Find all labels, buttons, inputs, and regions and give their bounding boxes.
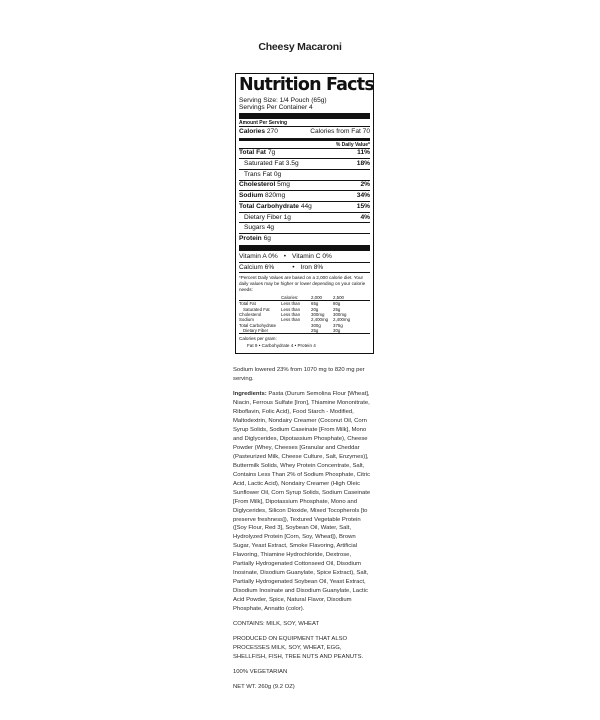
dv-cell: Less than: [281, 301, 301, 307]
dv-cell: 65g: [311, 301, 319, 307]
nutrient-amount: 7g: [267, 149, 276, 157]
nutrition-facts-panel: [235, 73, 374, 354]
nutrient-label: [244, 224, 274, 232]
dv-table-row: [239, 328, 370, 334]
nutrient-label: [244, 171, 281, 179]
dv-cell: 25g: [333, 306, 341, 312]
nutrient-row-cholesterol: [239, 180, 370, 190]
nutrient-row-trans-fat: [239, 170, 370, 180]
nutrient-name: Cholesterol: [239, 181, 276, 189]
nutrient-name: Total Fat: [239, 149, 266, 157]
nutrient-dv: 34%: [356, 192, 370, 200]
ingredients-text: Pasta (Durum Semolina Flour [Wheat], Niacin, Ferrous Sulfate [Iron], Thiamine Mononitrate, Riboflavin, Folic Acid), Food Starch - Modified, Maltodextrin, Nondairy Creamer (Coconut Oil, Corn Syrup Solids, Sodium Caseinate [From Milk], Mono and Diglycerides, Dipotassium Phosphate), Cheese Powder (Whey, Cheeses [Granular and Cheddar (Pasteurized Milk, Cheese Culture, Salt, Enzymes)], Buttermilk Solids, Whey Protein Concentrate, Salt, Contains Less Than 2% of Sodium Phosphate, Citric Acid, Lactic Acid), Nondairy Creamer (High Oleic Sunflower Oil, Corn Syrup Solids, Sodium Caseinate [From Milk], Dipotassium Phosphate, Mono and Diglycerides, Silicon Dioxide, Mixed Tocopherols [to preserve freshness]), Textured Vegetable Protein ([Soy Flour, Red 3], Soybean Oil, Water, Salt, Hydrolyzed Protein [Corn, Soy, Wheat]), Brown Sugar, Yeast Extract, Smoke Flavoring, Artificial Flavoring, Thiamine Hydrochloride, Dextrose, Partially Hydrogenated Cottonseed Oil, Disodium Inosinate, Disodium Guanylate, Spice Extract), Salt, Partially Hydrogenated Soybean Oil, Yeast Extract, Disodium Inosinate and Disodium Guanylate, Lactic Acid Powder, Spice, Natural Flavor, Disodium Phosphate, Annatto (color).: [233, 390, 371, 613]
dv-cell: 2,400mg: [311, 317, 329, 323]
nutrient-label: [239, 192, 285, 200]
vitamin-left: Vitamin A 0%: [239, 252, 278, 260]
nutrient-label: [244, 214, 291, 222]
nutrient-amount: 820mg: [265, 192, 286, 200]
nutrient-row-protein: [239, 234, 370, 244]
nutrient-name: Protein: [239, 234, 262, 242]
nutrient-row-saturated-fat: [239, 159, 370, 169]
amount-per-serving: Amount Per Serving: [239, 120, 288, 127]
vitamin-left: Calcium 6%: [239, 263, 275, 271]
sodium-note: Sodium lowered 23% from 1070 mg to 820 mg per serving.: [233, 367, 365, 382]
allergen-equipment: PRODUCED ON EQUIPMENT THAT ALSO PROCESSES MILK, SOY, WHEAT, EGG, SHELLFISH, FISH, TREE NUTS AND PEANUTS.: [233, 636, 364, 661]
daily-value-header-text: % Daily Value*: [335, 141, 370, 148]
dv-cell: Sodium: [239, 317, 254, 323]
dv-cell: 2,000: [311, 295, 333, 301]
dv-cell: 300mg: [311, 312, 325, 317]
dv-cell: 300g: [311, 322, 321, 328]
dv-cell: 80g: [333, 301, 341, 307]
ingredients-label: Ingredients:: [233, 390, 267, 397]
vitamin-row: [239, 252, 370, 262]
nutrient-name: Sodium: [239, 192, 264, 200]
calories-label: Calories: [239, 128, 266, 136]
divider-thick: [239, 113, 370, 119]
ingredients-paragraph: [233, 390, 373, 614]
nutrient-amount: 4g: [266, 224, 275, 232]
nutrient-row-dietary-fiber: [239, 213, 370, 223]
nutrient-amount: 3.5g: [285, 160, 299, 168]
calories-from-fat: Calories from Fat 70: [310, 128, 370, 136]
nutrient-amount: 6g: [263, 234, 271, 242]
nutrient-label: [239, 235, 271, 243]
dv-cell: 20g: [311, 306, 319, 312]
nutrient-amount: 5mg: [277, 181, 290, 189]
calories-cell: [239, 128, 278, 136]
dv-cell: 2,500: [333, 295, 370, 301]
dv-cell: Total Fat: [239, 301, 256, 307]
nutrient-name: Saturated Fat: [244, 160, 284, 168]
dv-cell: 25g: [311, 328, 333, 334]
calories-per-gram-label: Calories per gram:: [239, 336, 277, 342]
bullet-icon: •: [292, 263, 295, 271]
dv-cell: Saturated Fat: [243, 306, 270, 312]
calories-value: 270: [266, 128, 278, 136]
calories-per-gram-values: Fat 9 • Carbohydrate 4 • Protein 4: [247, 342, 316, 348]
divider-medium: [239, 138, 370, 141]
nutrient-dv: 4%: [360, 213, 370, 221]
dv-cell: 30g: [333, 328, 370, 334]
vitamin-right: Vitamin C 0%: [292, 252, 332, 260]
nutrient-dv: 18%: [356, 160, 370, 168]
nutrient-name: Dietary Fiber: [244, 213, 282, 221]
servings-per-container: Servings Per Container 4: [239, 104, 313, 112]
calories-per-gram: [239, 334, 370, 349]
nutrition-facts-heading: Nutrition Facts: [239, 75, 374, 95]
nutrient-amount: 1g: [283, 213, 291, 221]
nutrient-name: Trans Fat: [244, 170, 272, 178]
dv-cell: Less than: [281, 317, 301, 323]
dv-cell: 2,400mg: [333, 317, 351, 323]
divider-thick: [239, 245, 370, 251]
dv-cell: 300mg: [333, 312, 347, 317]
nutrient-name: Total Carbohydrate: [239, 202, 299, 210]
product-title: Cheesy Macaroni: [258, 41, 342, 53]
dv-cell: Dietary Fiber: [239, 328, 281, 334]
nutrient-dv: 2%: [360, 181, 370, 189]
nutrient-row-sodium: [239, 191, 370, 201]
dv-cell: Less than: [281, 306, 301, 312]
calories-row: [239, 127, 370, 137]
nutrient-row-total-fat: [239, 148, 370, 158]
nutrient-row-sugars: [239, 223, 370, 233]
bullet-icon: •: [283, 252, 287, 260]
net-weight: NET WT. 260g (9.2 OZ): [233, 684, 295, 690]
dv-cell: Total Carbohydrate: [239, 322, 277, 328]
allergen-contains: CONTAINS: MILK, SOY, WHEAT: [233, 621, 320, 628]
dv-cell: Cholesterol: [239, 312, 262, 317]
dv-cell: [281, 328, 311, 334]
nutrient-row-total-carbohydrate: [239, 202, 370, 212]
product-info: [233, 366, 373, 698]
nutrient-label: [239, 203, 312, 211]
serving-size: Serving Size: 1/4 Pouch (65g): [239, 96, 327, 104]
nutrient-dv: 11%: [357, 149, 370, 157]
dv-cell: Less than: [281, 312, 301, 317]
vitamin-row: [239, 263, 370, 273]
daily-value-table: [239, 295, 370, 334]
vegetarian-note: 100% VEGETARIAN: [233, 669, 288, 676]
daily-value-footnote: *Percent Daily Values are based on a 2,000 calorie diet. Your daily values may be higher or lower depending on your calorie needs:: [239, 275, 366, 293]
nutrient-amount: 0g: [273, 170, 282, 178]
nutrient-label: [244, 160, 299, 168]
nutrient-name: Sugars: [244, 224, 265, 232]
nutrient-dv: 15%: [356, 202, 370, 210]
nutrient-amount: 44g: [300, 202, 312, 210]
dv-cell: Calories:: [281, 295, 311, 301]
vitamin-right: Iron 8%: [300, 263, 324, 271]
dv-cell: 375g: [333, 322, 343, 328]
nutrient-label: [239, 149, 275, 157]
nutrient-label: [239, 181, 290, 189]
